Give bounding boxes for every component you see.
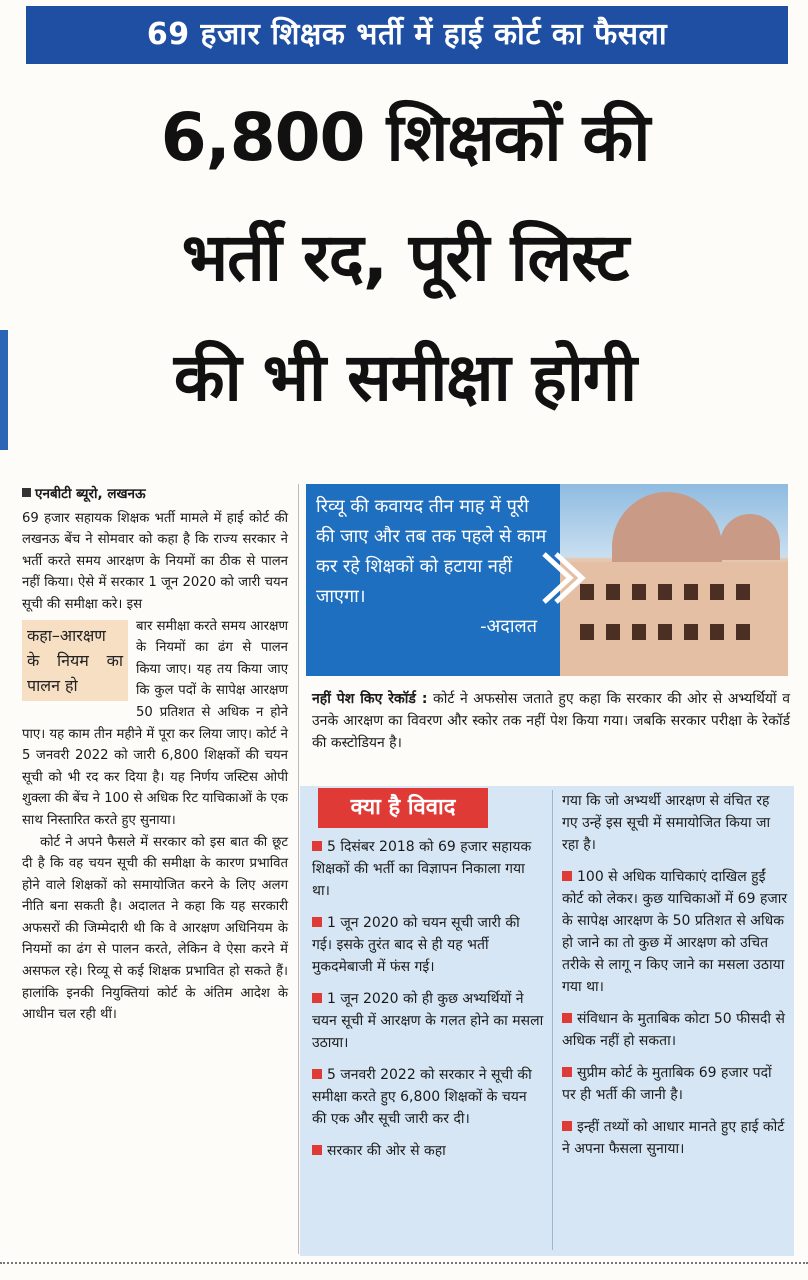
red-square-bullet-icon [312, 917, 322, 927]
callout-text: रिव्यू की कवायद तीन माह में पूरी की जाए और तब तक पहले से काम कर रहे शिक्षकों को हटाया नहीं जाएगा। [316, 496, 547, 607]
kicker-banner: 69 हजार शिक्षक भर्ती में हाई कोर्ट का फैसला [26, 6, 788, 64]
dispute-item: 1 जून 2020 को ही कुछ अभ्यर्थियों ने चयन सूची में आरक्षण के गलत होने का मसला उठाया। [312, 991, 544, 1051]
dispute-column-divider [552, 790, 553, 1250]
high-court-photo [560, 484, 788, 676]
red-square-bullet-icon [312, 1145, 322, 1155]
square-bullet-icon [22, 488, 31, 497]
column-divider [298, 484, 299, 1254]
article-paragraph-1b: बार समीक्षा करते समय आरक्षण के नियमों का ढंग से पालन किया जाए। यह तय किया जाए कि कुल पदों के सापेक्ष आरक्षण 50 प्रतिशत से अधिक न होने पाए। यह काम तीन महीने में पूरा कर लिया जाए। कोर्ट ने 5 जनवरी 2022 को जारी 6,800 शिक्षकों की चयन सूची को भी रद कर दिया है। यह निर्णय जस्टिस ओपी शुक्ला की बेंच ने 100 से अधिक रिट याचिकाओं के एक साथ निस्तारित करते हुए सुनाया। [22, 618, 288, 828]
dispute-item: संविधान के मुताबिक कोटा 50 फीसदी से अधिक नहीं हो सकता। [562, 1011, 785, 1049]
bottom-rule [0, 1262, 808, 1266]
records-text: कोर्ट ने अफसोस जताते हुए कहा कि सरकार की ओर से अभ्यर्थियों व उनके आरक्षण का विवरण और स्कोर तक नहीं पेश किया गया। जबकि सरकार परीक्षा के रेकॉर्ड की कस्टोडियन है। [312, 691, 790, 751]
dispute-item: 1 जून 2020 को चयन सूची जारी की गई। इसके तुरंत बाद से ही यह भर्ती मुकदमेबाजी में फंस गई। [312, 915, 520, 975]
dispute-left-column [312, 836, 544, 1172]
dispute-title: क्या है विवाद [318, 788, 488, 828]
article-paragraph-2: कोर्ट ने अपने फैसले में सरकार को इस बात की छूट दी है कि वह चयन सूची की समीक्षा के कारण प्रभावित होने वाले शिक्षकों को समायोजित करने के लिए अलग नीति बना सकती है। अदालत ने कहा कि यह सरकारी अफसरों की जिम्मेदारी थी कि वे आरक्षण अधिनियम के नियमों का ढंग से पालन करते, लेकिन वे ऐसा करने में असफल रहे। रिव्यू से कई शिक्षक प्रभावित हो सकते हैं। हालांकि इनकी नियुक्तियां कोर्ट के अंतिम आदेश के आधीन चल रही थीं। [22, 834, 288, 1023]
dome-shape-small [720, 514, 780, 560]
callout-attribution: -अदालत [480, 616, 537, 637]
red-square-bullet-icon [562, 871, 572, 881]
article-column [22, 484, 288, 1026]
records-lead: नहीं पेश किए रेकॉर्ड : [312, 691, 428, 707]
records-paragraph [312, 688, 790, 754]
building-facade [560, 562, 788, 676]
chevron-right-icon [530, 548, 590, 608]
red-square-bullet-icon [562, 1121, 572, 1131]
dispute-item: 5 जनवरी 2022 को सरकार ने सूची की समीक्षा करते हुए 6,800 शिक्षकों के चयन की एक और सूची जारी कर दी। [312, 1067, 532, 1127]
red-square-bullet-icon [562, 1013, 572, 1023]
article-paragraph-1a: 69 हजार सहायक शिक्षक भर्ती मामले में हाई कोर्ट की लखनऊ बेंच ने सोमवार को कहा है कि राज्य सरकार ने भर्ती करते समय आरक्षण के नियमों का ठीक से पालन नहीं किया। ऐसे में सरकार 1 जून 2020 को जारी चयन सूची की समीक्षा करे। इस [22, 510, 288, 612]
dispute-item: इन्हीं तथ्यों को आधार मानते हुए हाई कोर्ट ने अपना फैसला सुनाया। [562, 1119, 785, 1157]
dispute-item: सुप्रीम कोर्ट के मुताबिक 69 हजार पदों पर ही भर्ती की जानी है। [562, 1065, 772, 1103]
red-square-bullet-icon [312, 1069, 322, 1079]
headline-line-1: 6,800 शिक्षकों की [160, 99, 650, 176]
dispute-item: सरकार की ओर से कहा [312, 1140, 544, 1162]
headline-line-2: भर्ती रद, पूरी लिस्ट [181, 219, 629, 296]
red-square-bullet-icon [312, 841, 322, 851]
page-edge-bar [0, 330, 8, 450]
pull-quote: कहा–आरक्षण के नियम का पालन हो [22, 620, 128, 701]
dispute-right-column [562, 790, 788, 1170]
dome-shape [612, 492, 722, 572]
court-callout [306, 484, 561, 676]
byline: एनबीटी ब्यूरो, लखनऊ [22, 484, 288, 506]
dispute-item: 100 से अधिक याचिकाएं दाखिल हुईं कोर्ट को लेकर। कुछ याचिकाओं में 69 हजार के सापेक्ष आरक्षण के 50 प्रतिशत से अधिक हो जाने का तो कुछ में आरक्षण को उचित तरीके से लागू न किए जाने का मसला उठाया गया था। [562, 869, 788, 995]
red-square-bullet-icon [312, 993, 322, 1003]
dispute-item: 5 दिसंबर 2018 को 69 हजार सहायक शिक्षकों की भर्ती का विज्ञापन निकाला गया था। [312, 839, 532, 899]
red-square-bullet-icon [562, 1067, 572, 1077]
dispute-item-continued: गया कि जो अभ्यर्थी आरक्षण से वंचित रह गए उन्हें इस सूची में समायोजित किया जा रहा है। [562, 793, 771, 853]
headline [20, 78, 790, 438]
headline-line-3: की भी समीक्षा होगी [173, 339, 637, 416]
